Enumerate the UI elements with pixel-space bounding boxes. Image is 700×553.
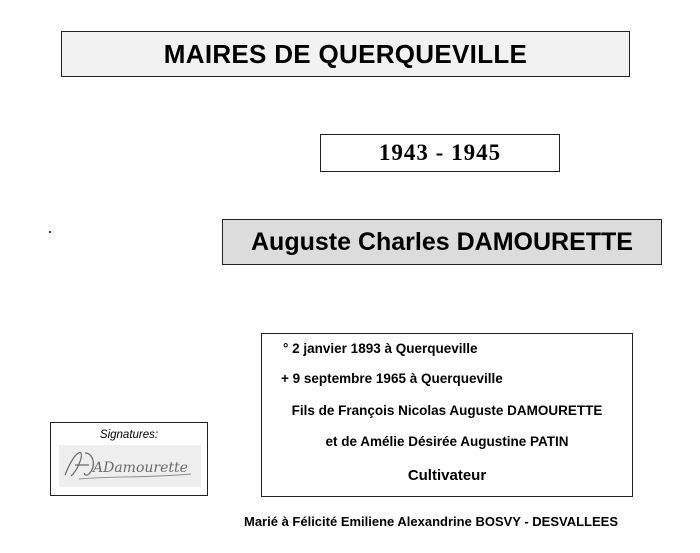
occupation-line: Cultivateur [407, 467, 487, 484]
page-title: MAIRES DE QUERQUEVILLE [163, 38, 528, 69]
signature-box [50, 422, 208, 496]
signature-text: ADamourette [93, 460, 188, 476]
marriage-line: Marié à Félicité Emiliene Alexandrine BOSVY - DESVALLEES [244, 514, 618, 529]
birth-line: ° 2 janvier 1893 à Querqueville [283, 341, 478, 356]
death-line: + 9 septembre 1965 à Querqueville [281, 371, 503, 386]
father-line: Fils de François Nicolas Auguste DAMOURETTE [291, 403, 603, 418]
page-title-box [61, 31, 630, 77]
mayor-name-box [222, 219, 662, 265]
stray-dot [49, 231, 51, 233]
biography-box [261, 333, 633, 497]
signature-label: Signatures: [99, 429, 159, 441]
signature-image [59, 445, 201, 487]
mother-line: et de Amélie Désirée Augustine PATIN [325, 434, 569, 449]
term-years: 1943 - 1945 [378, 140, 502, 165]
mayor-name: Auguste Charles DAMOURETTE [251, 227, 633, 256]
term-years-box [320, 134, 560, 172]
